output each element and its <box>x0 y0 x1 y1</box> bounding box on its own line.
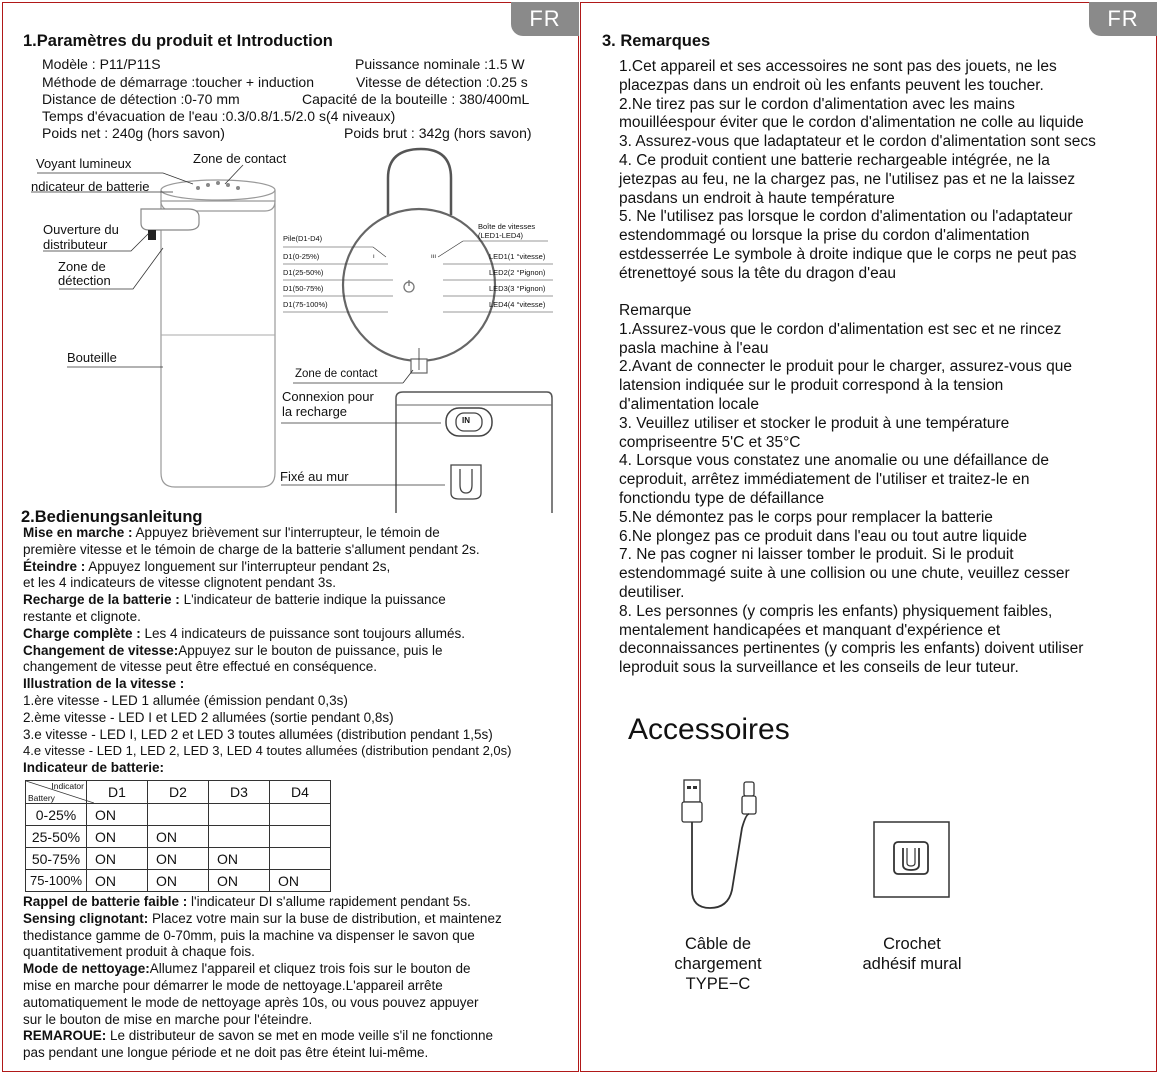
table-cell <box>209 804 270 826</box>
recharge-label: Recharge de la batterie : <box>23 592 180 608</box>
table-row <box>26 870 331 892</box>
label-indicateur: ndicateur de batterie <box>31 179 150 194</box>
sensing-label: Sensing clignotant: <box>23 910 149 926</box>
remarque-line: estendommagé suite à une collision ou une chute, veuillez cesser <box>619 565 1070 583</box>
table-cell: ON <box>148 870 209 892</box>
label-zone-detection-1: Zone de <box>58 259 106 274</box>
changement-vitesse-text-2: changement de vitesse peut être effectué en conséquence. <box>23 659 377 675</box>
spec-time: Temps d'évacuation de l'eau :0.3/0.8/1.5/2.0 s(4 niveaux) <box>42 108 396 124</box>
remarque-line: 3. Assurez-vous que ladaptateur et le cordon d'alimentation sont secs <box>619 133 1096 151</box>
nettoyage-text: Allumez l'appareil et cliquez trois fois sur le bouton de <box>149 961 471 977</box>
nettoyage-text-3: automatiquement le mode de nettoyage après 10s, ou vous pouvez appuyer <box>23 994 479 1010</box>
label-boite-1: Boîte de vitesses <box>478 222 536 231</box>
nettoyage-text-4: sur le bouton de mise en marche pour l'éteindre. <box>23 1011 313 1027</box>
table-row-label: 0-25% <box>26 804 87 826</box>
cable-label-1: Câble de <box>684 935 752 953</box>
battery-table <box>25 780 331 892</box>
remarque-line: 4. Lorsque vous constatez une anomalie ou une défaillance de <box>619 452 1049 470</box>
table-header-row <box>26 781 331 804</box>
spec-model: Modèle : P11/P11S <box>42 56 161 72</box>
svg-text:ı: ı <box>373 254 375 260</box>
table-row-label: 25-50% <box>26 826 87 848</box>
label-led3: LED3(3 °Pignon) <box>489 284 546 293</box>
label-connexion-1: Connexion pour <box>282 389 374 404</box>
table-cell <box>209 826 270 848</box>
remarque-line: 7. Ne pas cogner ni laisser tomber le produit. Si le produit <box>619 546 1014 564</box>
vitesse-4: 4.e vitesse - LED 1, LED 2, LED 3, LED 4 toutes allumées (distribution pendant 2,0s) <box>23 743 512 759</box>
remarque-line: 6.Ne plongez pas ce produit dans l'eau ou tout autre liquide <box>619 527 1027 545</box>
recharge-text: L'indicateur de batterie indique la puissance <box>179 592 446 608</box>
table-cell <box>270 848 331 870</box>
table-cell: ON <box>148 826 209 848</box>
label-ouverture-1: Ouverture du <box>43 222 119 237</box>
accessories-title: Accessoires <box>628 713 790 746</box>
remarque-line: mentalement handicapées et manquant d'expérience et <box>619 621 1001 639</box>
table-cell: ON <box>148 848 209 870</box>
remarque-line: ceproduit, arrêtez immédiatement de l'utiliser et traitez-le en <box>619 471 1030 489</box>
remarque-line: leproduit sous la surveillance et les conseils de leur tuteur. <box>619 659 1019 677</box>
remarque-line: placezpas dans un endroit où les enfants peuvent les toucher. <box>619 76 1044 94</box>
table-cell: ON <box>87 848 148 870</box>
section2-body-top <box>23 525 573 777</box>
sensing-text-2: thedistance gamme de 0-70mm, puis la machine va dispenser le savon que <box>23 927 475 943</box>
spec-gross: Poids brut : 342g (hors savon) <box>344 125 532 141</box>
left-page <box>2 2 579 1072</box>
table-row <box>26 848 331 870</box>
eteindre-text-2: et les 4 indicateurs de vitesse clignotent pendant 3s. <box>23 575 336 591</box>
remarque-line: estendommagé ou lorsque la prise du cordon d'alimentation <box>619 227 1030 245</box>
table-cell: ON <box>209 848 270 870</box>
cable-label <box>653 934 783 994</box>
table-cell <box>270 826 331 848</box>
table-header-d3: D3 <box>209 781 270 804</box>
spec-capacity: Capacité de la bouteille : 380/400mL <box>302 91 530 107</box>
hook-label-1: Crochet <box>883 935 941 953</box>
changement-vitesse-text: Appuyez sur le bouton de puissance, puis le <box>178 642 443 658</box>
spec-power: Puissance nominale :1.5 W <box>355 56 525 72</box>
label-led2: LED2(2 °Pignon) <box>489 268 546 277</box>
hook-label <box>837 934 987 974</box>
right-page <box>580 2 1157 1072</box>
remarque-line: 2.Avant de connecter le produit pour le charger, assurez-vous que <box>619 358 1072 376</box>
remarque-line: pasdans un endroit à haute température <box>619 189 895 207</box>
label-d4: D1(75-100%) <box>283 300 328 309</box>
table-row <box>26 804 331 826</box>
remarque-line: fonctiondu type de défaillance <box>619 489 825 507</box>
remarque-block <box>619 302 1149 678</box>
label-voyant: Voyant lumineux <box>36 156 132 171</box>
label-zone-contact-2: Zone de contact <box>295 368 378 380</box>
label-in: IN <box>462 416 470 425</box>
vitesse-3: 3.e vitesse - LED I, LED 2 et LED 3 toutes allumées (distribution pendant 1,5s) <box>23 726 493 742</box>
table-corner-cell <box>26 781 87 804</box>
section3-title: 3. Remarques <box>602 32 711 50</box>
remarque-line: 2.Ne tirez pas sur le cordon d'alimentation avec les mains <box>619 95 1015 113</box>
rappel-label: Rappel de batterie faible : <box>23 894 188 909</box>
remarque-title: Remarque <box>619 302 692 319</box>
cable-label-3: TYPE−C <box>685 975 751 993</box>
remarques-list <box>619 58 1149 284</box>
rappel-text: l'indicateur DI s'allume rapidement pendant 5s. <box>187 894 471 909</box>
illustration-vitesse-label: Illustration de la vitesse : <box>23 676 185 692</box>
nettoyage-label: Mode de nettoyage: <box>23 961 150 977</box>
table-cell: ON <box>209 870 270 892</box>
table-row-label: 75-100% <box>26 870 87 892</box>
mise-en-marche-text-2: première vitesse et le témoin de charge de la batterie s'allument pendant 2s. <box>23 541 480 557</box>
label-led4: LED4(4 °vitesse) <box>489 300 546 309</box>
table-row <box>26 826 331 848</box>
language-tab: FR <box>511 2 579 36</box>
spec-speed: Vitesse de détection :0.25 s <box>356 74 528 90</box>
usb-c-cable-icon <box>676 778 766 918</box>
recharge-text-2: restante et clignote. <box>23 608 141 624</box>
table-header-d2: D2 <box>148 781 209 804</box>
table-cell: ON <box>87 804 148 826</box>
sensing-text: Placez votre main sur la buse de distribution, et maintenez <box>148 910 502 926</box>
label-fixe-mur: Fixé au mur <box>280 469 349 484</box>
svg-text:ııı: ııı <box>431 254 437 260</box>
remarque-text: Le distributeur de savon se met en mode veille s'il ne fonctionne <box>106 1028 494 1044</box>
remarque-line: deutiliser. <box>619 583 685 601</box>
remarque-line: 8. Les personnes (y compris les enfants) physiquement faibles, <box>619 602 1053 620</box>
remarque-line: jetezpas au feu, ne la chargez pas, ne l'utilisez pas et ne la laissez <box>619 170 1076 188</box>
charge-complete-text: Les 4 indicateurs de puissance sont toujours allumés. <box>140 625 465 641</box>
table-cell: ON <box>87 826 148 848</box>
remarque-line: 4. Ce produit contient une batterie rechargeable intégrée, ne la <box>619 151 1050 169</box>
remarque-line: 3. Veuillez utiliser et stocker le produit à une température <box>619 414 1010 432</box>
remarque-line: mouilléespour éviter que le cordon d'alimentation ne colle au liquide <box>619 114 1084 132</box>
label-pile: Pile(D1-D4) <box>283 234 323 243</box>
spec-distance: Distance de détection :0-70 mm <box>42 91 240 107</box>
label-connexion-2: la recharge <box>282 404 348 419</box>
table-cell: ON <box>270 870 331 892</box>
section2-title: 2.Bedienungsanleitung <box>21 508 203 526</box>
vitesse-1: 1.ère vitesse - LED 1 allumée (émission pendant 0,3s) <box>23 692 348 708</box>
remarque-line: 5.Ne démontez pas le corps pour remplacer la batterie <box>619 508 993 526</box>
table-cell <box>148 804 209 826</box>
spec-net: Poids net : 240g (hors savon) <box>42 125 225 141</box>
table-header-d4: D4 <box>270 781 331 804</box>
cable-label-2: chargement <box>674 955 762 973</box>
eteindre-label: Éteindre : <box>23 558 86 574</box>
label-d3: D1(50-75%) <box>283 284 324 293</box>
remarque-line: 1.Cet appareil et ses accessoires ne sont pas des jouets, ne les <box>619 58 1057 75</box>
corner-indicator: Indicator <box>51 781 84 791</box>
section1-title: 1.Paramètres du produit et Introduction <box>23 32 333 50</box>
spec-start: Méthode de démarrage :toucher + induction <box>42 74 315 90</box>
table-row-label: 50-75% <box>26 848 87 870</box>
label-zone-contact: Zone de contact <box>193 151 287 166</box>
indicateur-batterie-label: Indicateur de batterie: <box>23 760 165 776</box>
label-led1: LED1(1 °vitesse) <box>489 252 546 261</box>
nettoyage-text-2: mise en marche pour démarrer le mode de nettoyage.L'appareil arrête <box>23 977 443 993</box>
table-cell <box>270 804 331 826</box>
changement-vitesse-label: Changement de vitesse: <box>23 642 179 658</box>
remarque-line: 5. Ne l'utilisez pas lorsque le cordon d'alimentation ou l'adaptateur <box>619 208 1073 226</box>
charge-complete-label: Charge complète : <box>23 625 141 641</box>
label-d2: D1(25-50%) <box>283 268 324 277</box>
remarque-text-2: pas pendant une longue période et ne doit pas être éteint lui-même. <box>23 1045 429 1061</box>
remarque-line: pasla machine à l'eau <box>619 339 769 357</box>
vitesse-2: 2.ème vitesse - LED I et LED 2 allumées (sortie pendant 0,8s) <box>23 709 394 725</box>
remarque-label: REMAROUE: <box>23 1028 107 1044</box>
label-ouverture-2: distributeur <box>43 237 108 252</box>
sensing-text-3: quantitativement produit à chaque fois. <box>23 944 255 960</box>
language-tab: FR <box>1089 2 1157 36</box>
table-cell: ON <box>87 870 148 892</box>
remarque-line: d'alimentation locale <box>619 395 759 413</box>
remarque-line: étrenettoyé sous la tête du dragon d'eau <box>619 264 896 282</box>
mise-en-marche-text: Appuyez brièvement sur l'interrupteur, le témoin de <box>132 525 440 540</box>
wall-hook-icon <box>873 821 951 899</box>
mise-en-marche-label: Mise en marche : <box>23 525 133 540</box>
label-zone-detection-2: détection <box>58 273 111 288</box>
section2-body-bottom <box>23 894 573 1062</box>
label-d1: D1(0-25%) <box>283 252 320 261</box>
remarque-line: estdesserrée Le symbole à droite indique que le corps ne peut pas <box>619 245 1077 263</box>
eteindre-text: Appuyez longuement sur l'interrupteur pendant 2s, <box>85 558 391 574</box>
remarque-line: compriseentre 5'C et 35°C <box>619 433 801 451</box>
corner-battery: Battery <box>28 793 55 803</box>
table-header-d1: D1 <box>87 781 148 804</box>
hook-label-2: adhésif mural <box>862 955 962 973</box>
remarque-line: 1.Assurez-vous que le cordon d'alimentation est sec et ne rincez <box>619 320 1062 338</box>
remarque-line: deconnaissances pertinentes (y compris les enfants) doivent utiliser <box>619 640 1084 658</box>
label-bouteille: Bouteille <box>67 350 117 365</box>
label-boite-2: (LED1-LED4) <box>478 231 524 240</box>
remarque-line: latension indiquée sur le produit correspond à la tension <box>619 377 1004 395</box>
